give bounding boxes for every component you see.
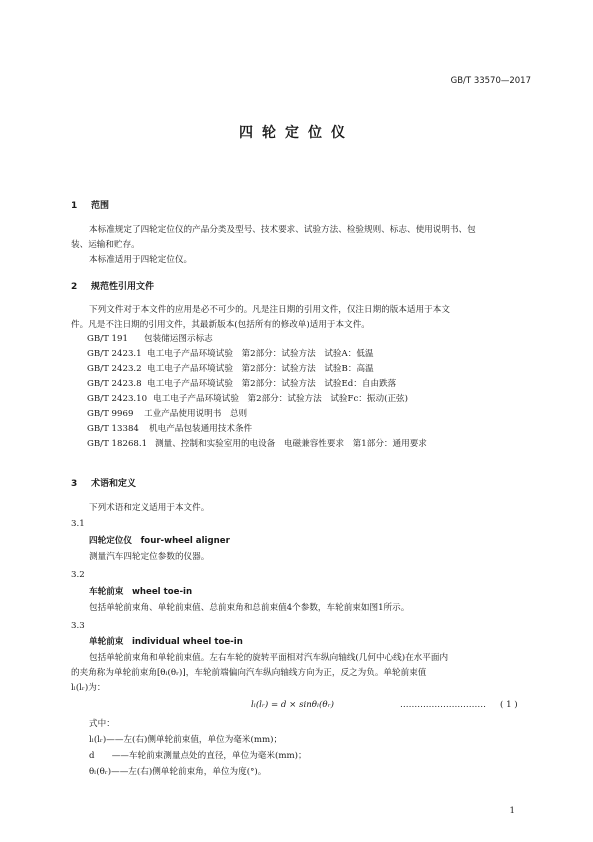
variable-definition: d ——车轮前束测量点处的直径，单位为毫米(mm)； (89, 751, 307, 761)
reference-item (87, 392, 517, 407)
reference-code: GB/T 2423.1 (87, 349, 142, 359)
standard-code: GB/T 33570—2017 (450, 76, 531, 86)
section-1-paragraph: 本标准适用于四轮定位仪。 (89, 255, 193, 265)
clause-number: 3.3 (71, 621, 85, 631)
term-heading: 四轮定位仪 four-wheel aligner (89, 536, 230, 546)
reference-title: 包装储运图示标志 (144, 334, 213, 344)
reference-title: 电工电子产品环境试验 第2部分：试验方法 试验B：高温 (147, 364, 374, 374)
reference-item (87, 362, 517, 377)
section-title: 规范性引用文件 (91, 282, 155, 292)
section-1-paragraph-line: 本标准规定了四轮定位仪的产品分类及型号、技术要求、试验方法、检验规则、标志、使用说明书、包 (89, 225, 476, 235)
reference-code: GB/T 18268.1 (87, 439, 148, 449)
reference-code: GB/T 13384 (87, 424, 139, 434)
section-number: 2 (71, 282, 78, 292)
clause-number: 3.2 (71, 570, 85, 580)
section-1-heading (71, 198, 109, 211)
reference-code: GB/T 2423.2 (87, 364, 142, 374)
reference-code: GB/T 2423.10 (87, 394, 148, 404)
reference-item (87, 422, 517, 437)
section-2-heading (71, 279, 154, 292)
equation-number: ( 1 ) (500, 700, 518, 710)
term-definition: 包括单轮前束角、单轮前束值、总前束角和总前束值4个参数，车轮前束如图1所示。 (89, 603, 410, 613)
formula: lₗ(lᵣ) = d × sinθₗ(θᵣ) (251, 700, 334, 710)
reference-item (87, 332, 517, 347)
formula-leader-dots: ………………………… (400, 700, 486, 710)
reference-title: 工业产品使用说明书 总则 (144, 409, 248, 419)
variable-definition: θₗ(θᵣ)——左(右)侧单轮前束角，单位为度(°)。 (89, 767, 267, 777)
reference-code: GB/T 2423.8 (87, 379, 142, 389)
reference-item (87, 377, 517, 392)
section-3-intro: 下列术语和定义适用于本文件。 (89, 503, 210, 513)
term-definition-line: 包括单轮前束角和单轮前束值。左右车轮的旋转平面相对汽车纵向轴线(几何中心线)在水平面内 (89, 653, 449, 663)
term-heading: 单轮前束 individual wheel toe-in (89, 637, 243, 647)
reference-item (87, 347, 517, 362)
term-definition-line: lₗ(lᵣ)为： (71, 683, 106, 693)
reference-code: GB/T 191 (87, 334, 128, 344)
reference-title: 电工电子产品环境试验 第2部分：试验方法 试验Ed：自由跌落 (147, 379, 397, 389)
term-definition-line: 的夹角称为单轮前束角[θₗ(θᵣ)]，车轮前端偏向汽车纵向轴线方向为正，反之为负。单轮前束值 (71, 668, 427, 678)
reference-title: 电工电子产品环境试验 第2部分：试验方法 试验Fc：振动(正弦) (153, 394, 408, 404)
reference-title: 机电产品包装通用技术条件 (149, 424, 253, 434)
where-label: 式中： (89, 719, 115, 729)
page-number: 1 (509, 806, 515, 816)
variable-definition: lₗ(lᵣ)——左(右)侧单轮前束值，单位为毫米(mm)； (89, 735, 283, 745)
document-title: 四轮定位仪 (239, 125, 354, 141)
section-number: 1 (71, 201, 78, 211)
reference-title: 电工电子产品环境试验 第2部分：试验方法 试验A：低温 (147, 349, 374, 359)
section-title: 术语和定义 (91, 479, 137, 489)
section-2-paragraph-line: 件。凡是不注日期的引用文件，其最新版本(包括所有的修改单)适用于本文件。 (71, 320, 370, 330)
reference-item (87, 407, 517, 422)
term-heading: 车轮前束 wheel toe-in (89, 587, 193, 597)
reference-item (87, 437, 517, 452)
section-title: 范围 (91, 201, 110, 211)
section-1-paragraph-line: 装、运输和贮存。 (71, 240, 140, 250)
reference-title: 测量、控制和实验室用的电设备 电磁兼容性要求 第1部分：通用要求 (155, 439, 427, 449)
section-2-paragraph-line: 下列文件对于本文件的应用是必不可少的。凡是注日期的引用文件，仅注日期的版本适用于本文 (89, 305, 450, 315)
reference-code: GB/T 9969 (87, 409, 134, 419)
clause-number: 3.1 (71, 519, 85, 529)
section-number: 3 (71, 479, 78, 489)
normative-reference-list (87, 332, 517, 452)
section-3-heading (71, 476, 136, 489)
term-definition: 测量汽车四轮定位参数的仪器。 (89, 552, 210, 562)
